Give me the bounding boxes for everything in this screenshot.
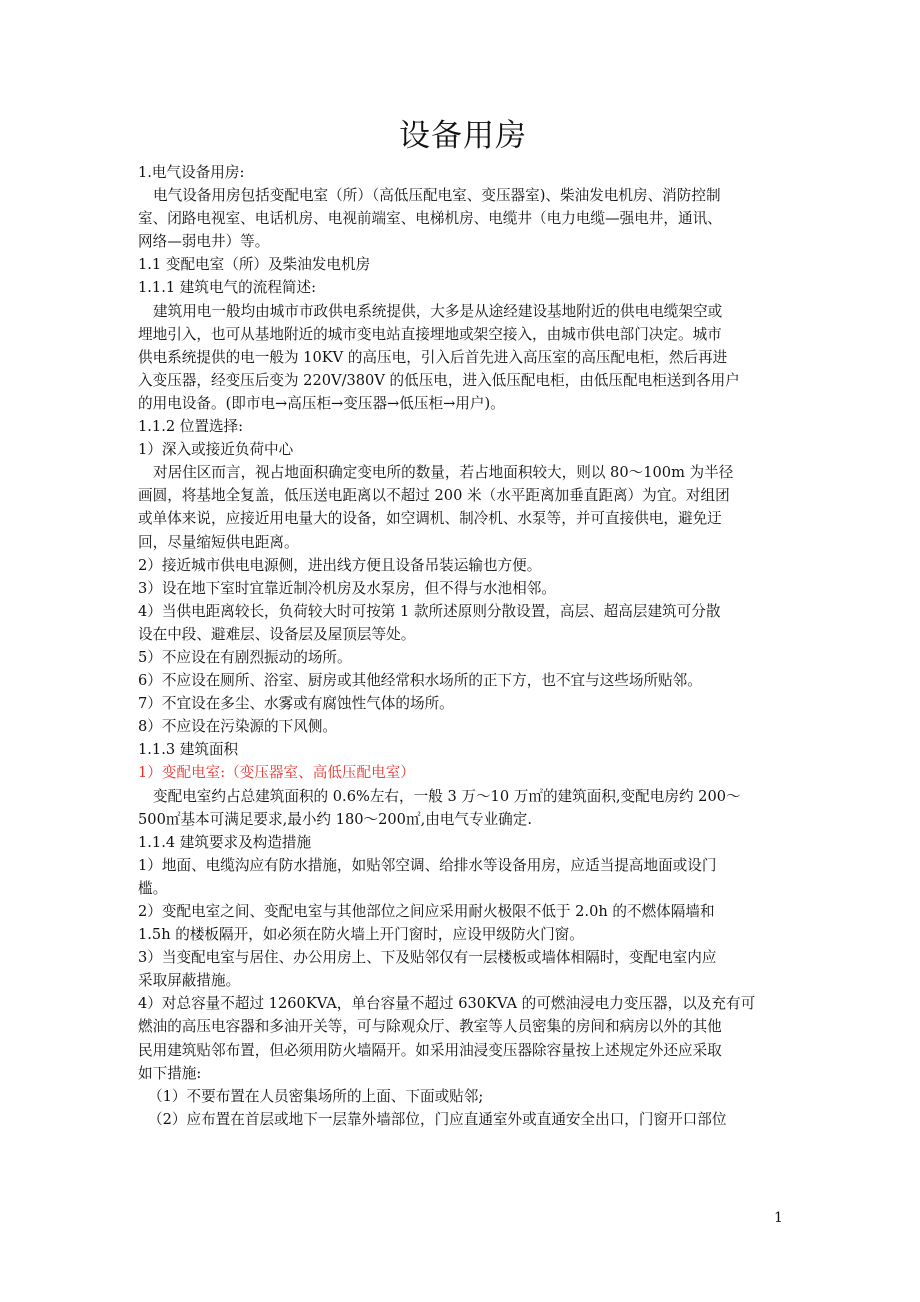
section-heading: 1.1.2 位置选择:	[138, 418, 244, 436]
paragraph-line: 入变压器，经变压后变为 220V/380V 的低压电，进入低压配电柜，由低压配电柜送到各用户	[138, 371, 740, 389]
paragraph-line: 或单体来说，应接近用电量大的设备，如空调机、制冷机、水泵等，并可直接供电，避免迂	[138, 510, 722, 528]
paragraph-line: 对居住区而言，视占地面积确定变电所的数量，若占地面积较大，则以 80～100m 为半径	[153, 464, 734, 482]
paragraph-line: 网络—弱电井）等。	[138, 233, 270, 251]
paragraph-line: 建筑用电一般均由城市市政供电系统提供，大多是从途经建设基地附近的供电电缆架空或	[153, 302, 723, 320]
page-number: 1	[774, 1210, 783, 1226]
list-item: 3）当变配电室与居住、办公用房上、下及贴邻仅有一层楼板或墙体相隔时，变配电室内应	[138, 949, 717, 967]
paragraph-line: 埋地引入，也可从基地附近的城市变电站直接埋地或架空接入，由城市供电部门决定。城市	[138, 325, 722, 343]
paragraph-line: 民用建筑贴邻布置，但必须用防火墙隔开。如采用油浸变压器除容量按上述规定外还应采取	[138, 1041, 722, 1059]
paragraph-line: 槛。	[138, 879, 168, 897]
paragraph-line: 1.5h 的楼板隔开，如必须在防火墙上开门窗时，应设甲级防火门窗。	[138, 926, 584, 944]
paragraph-line: 画圆，将基地全复盖，低压送电距离以不超过 200 米（水平距离加垂直距离）为宜。对组团	[138, 487, 730, 505]
paragraph-line: 的用电设备。(即市电→高压柜→变压器→低压柜→用户)。	[138, 394, 505, 412]
list-item: 4）对总容量不超过 1260KVA，单台容量不超过 630KVA 的可燃油浸电力变压器，以及充有可	[138, 995, 756, 1013]
section-heading: 1.1.1 建筑电气的流程简述:	[138, 279, 317, 297]
list-item: 6）不应设在厕所、浴室、厨房或其他经常积水场所的正下方，也不宜与这些场所贴邻。	[138, 672, 702, 690]
list-item: 2）变配电室之间、变配电室与其他部位之间应采用耐火极限不低于 2.0h 的不燃体隔墙和	[138, 903, 715, 920]
section-heading: 1.1.4 建筑要求及构造措施	[138, 833, 312, 851]
list-item: 3）设在地下室时宜靠近制冷机房及水泵房，但不得与水池相邻。	[138, 579, 556, 597]
document-title: 设备用房	[399, 118, 527, 154]
list-item: 5）不应设在有剧烈振动的场所。	[138, 648, 352, 666]
list-item: 2）接近城市供电电源侧，进出线方便且设备吊装运输也方便。	[138, 556, 542, 574]
list-item: 4）当供电距离较长，负荷较大时可按第 1 款所述原则分散设置，高层、超高层建筑可分散	[138, 602, 721, 620]
list-item: 1）深入或接近负荷中心	[138, 441, 294, 459]
section-heading: 1.电气设备用房:	[138, 164, 245, 181]
paragraph-line: 电气设备用房包括变配电室（所）（高低压配电室、变压器室)、柴油发电机房、消防控制	[153, 187, 721, 205]
paragraph-line: 室、闭路电视室、电话机房、电视前端室、电梯机房、电缆井（电力电缆—强电井，通讯、	[138, 210, 722, 228]
paragraph-line: 供电系统提供的电一般为 10KV 的高压电，引入后首先进入高压室的高压配电柜，然后再进	[138, 348, 728, 366]
paragraph-line: 燃油的高压电容器和多油开关等，可与除观众厅、教室等人员密集的房间和病房以外的其他	[138, 1018, 722, 1036]
paragraph-line: 采取屏蔽措施。	[138, 972, 241, 990]
paragraph-line: 回，尽量缩短供电距离。	[138, 533, 299, 551]
list-item: 1）地面、电缆沟应有防水措施，如贴邻空调、给排水等设备用房，应适当提高地面或设门	[138, 856, 717, 874]
document-body	[138, 161, 788, 1131]
paragraph-line: 如下措施:	[138, 1064, 202, 1082]
list-item: 7）不宜设在多尘、水雾或有腐蚀性气体的场所。	[138, 695, 454, 713]
list-item: 8）不应设在污染源的下风侧。	[138, 718, 338, 736]
sub-list-item: （2）应布置在首层或地下一层靠外墙部位，门应直通室外或直通安全出口，门窗开口部位	[148, 1110, 727, 1128]
paragraph-line: 变配电室约占总建筑面积的 0.6%左右，一般 3 万～10 万㎡的建筑面积,变配电房约 200～	[153, 787, 741, 805]
section-heading: 1.1 变配电室（所）及柴油发电机房	[138, 256, 371, 274]
paragraph-line: 500㎡基本可满足要求,最小约 180～200㎡,由电气专业确定.	[138, 810, 532, 828]
sub-list-item: （1）不要布置在人员密集场所的上面、下面或贴邻;	[148, 1087, 484, 1105]
section-heading: 1.1.3 建筑面积	[138, 741, 239, 759]
highlighted-list-item: 1）变配电室:（变压器室、高低压配电室）	[138, 764, 415, 782]
paragraph-line: 设在中段、避难层、设备层及屋顶层等处。	[138, 625, 416, 643]
